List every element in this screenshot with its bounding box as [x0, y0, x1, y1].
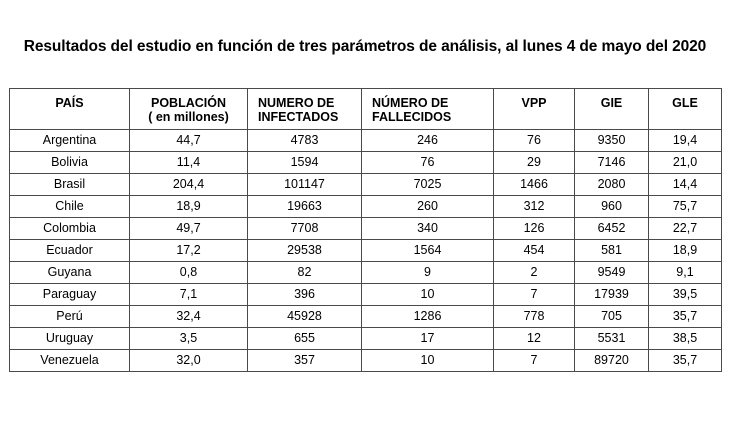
header-fallecidos-line1: NÚMERO DE	[372, 96, 449, 110]
cell-infectados: 396	[248, 284, 362, 306]
cell-gie: 7146	[575, 152, 649, 174]
cell-fallecidos: 1286	[362, 306, 494, 328]
cell-gle: 21,0	[649, 152, 722, 174]
cell-pais: Chile	[10, 196, 130, 218]
document-title: Resultados del estudio en función de tres parámetros de análisis, al lunes 4 de mayo del 2020	[23, 38, 707, 55]
table-row	[10, 350, 722, 372]
cell-fallecidos: 7025	[362, 174, 494, 196]
cell-pais: Brasil	[10, 174, 130, 196]
header-infectados-line1: NUMERO DE	[258, 96, 335, 110]
header-pais-label: PAÍS	[55, 96, 84, 110]
cell-gle: 19,4	[649, 130, 722, 152]
cell-infectados: 19663	[248, 196, 362, 218]
header-infectados-line2: INFECTADOS	[258, 110, 339, 124]
header-fallecidos-wrap	[372, 96, 451, 124]
cell-infectados: 655	[248, 328, 362, 350]
table-row	[10, 328, 722, 350]
cell-poblacion: 18,9	[130, 196, 248, 218]
cell-vpp: 312	[494, 196, 575, 218]
cell-pais: Uruguay	[10, 328, 130, 350]
header-gle-label: GLE	[672, 96, 698, 110]
cell-gie: 581	[575, 240, 649, 262]
header-poblacion	[130, 89, 248, 130]
cell-pais: Paraguay	[10, 284, 130, 306]
cell-gle: 9,1	[649, 262, 722, 284]
cell-vpp: 1466	[494, 174, 575, 196]
cell-fallecidos: 260	[362, 196, 494, 218]
header-poblacion-line1: POBLACIÓN	[150, 96, 226, 110]
cell-gie: 9549	[575, 262, 649, 284]
cell-poblacion: 7,1	[130, 284, 248, 306]
header-vpp	[494, 89, 575, 130]
header-fallecidos	[362, 89, 494, 130]
cell-vpp: 7	[494, 284, 575, 306]
cell-fallecidos: 76	[362, 152, 494, 174]
cell-gle: 35,7	[649, 306, 722, 328]
cell-vpp: 12	[494, 328, 575, 350]
cell-poblacion: 32,0	[130, 350, 248, 372]
cell-infectados: 7708	[248, 218, 362, 240]
cell-fallecidos: 9	[362, 262, 494, 284]
table-row	[10, 130, 722, 152]
cell-gle: 35,7	[649, 350, 722, 372]
header-gie	[575, 89, 649, 130]
cell-vpp: 29	[494, 152, 575, 174]
cell-infectados: 82	[248, 262, 362, 284]
cell-vpp: 126	[494, 218, 575, 240]
cell-pais: Perú	[10, 306, 130, 328]
cell-gie: 2080	[575, 174, 649, 196]
cell-fallecidos: 10	[362, 284, 494, 306]
cell-gie: 9350	[575, 130, 649, 152]
header-pais	[10, 89, 130, 130]
cell-vpp: 454	[494, 240, 575, 262]
cell-infectados: 29538	[248, 240, 362, 262]
cell-gle: 38,5	[649, 328, 722, 350]
cell-vpp: 778	[494, 306, 575, 328]
table-row	[10, 218, 722, 240]
cell-poblacion: 17,2	[130, 240, 248, 262]
table-body	[10, 130, 722, 372]
cell-vpp: 76	[494, 130, 575, 152]
cell-fallecidos: 340	[362, 218, 494, 240]
table-row	[10, 152, 722, 174]
header-poblacion-wrap	[148, 96, 229, 124]
cell-pais: Ecuador	[10, 240, 130, 262]
table-row	[10, 262, 722, 284]
header-infectados	[248, 89, 362, 130]
cell-fallecidos: 1564	[362, 240, 494, 262]
cell-gie: 5531	[575, 328, 649, 350]
cell-fallecidos: 10	[362, 350, 494, 372]
cell-poblacion: 44,7	[130, 130, 248, 152]
cell-pais: Venezuela	[10, 350, 130, 372]
cell-fallecidos: 17	[362, 328, 494, 350]
cell-poblacion: 3,5	[130, 328, 248, 350]
cell-poblacion: 0,8	[130, 262, 248, 284]
cell-gle: 18,9	[649, 240, 722, 262]
results-table	[9, 88, 722, 372]
cell-vpp: 7	[494, 350, 575, 372]
table-row	[10, 196, 722, 218]
cell-gle: 75,7	[649, 196, 722, 218]
cell-fallecidos: 246	[362, 130, 494, 152]
cell-poblacion: 32,4	[130, 306, 248, 328]
header-gie-label: GIE	[600, 96, 623, 110]
cell-infectados: 4783	[248, 130, 362, 152]
cell-gie: 960	[575, 196, 649, 218]
cell-gle: 39,5	[649, 284, 722, 306]
header-row	[10, 89, 722, 130]
cell-gie: 17939	[575, 284, 649, 306]
cell-pais: Guyana	[10, 262, 130, 284]
header-fallecidos-line2: FALLECIDOS	[372, 110, 452, 124]
cell-gie: 705	[575, 306, 649, 328]
cell-gie: 6452	[575, 218, 649, 240]
cell-gie: 89720	[575, 350, 649, 372]
header-infectados-wrap	[258, 96, 338, 124]
cell-pais: Bolivia	[10, 152, 130, 174]
cell-poblacion: 11,4	[130, 152, 248, 174]
cell-gle: 22,7	[649, 218, 722, 240]
table-header	[10, 89, 722, 130]
table-row	[10, 240, 722, 262]
cell-infectados: 1594	[248, 152, 362, 174]
cell-poblacion: 49,7	[130, 218, 248, 240]
header-poblacion-line2: ( en millones)	[148, 110, 229, 124]
cell-infectados: 45928	[248, 306, 362, 328]
cell-poblacion: 204,4	[130, 174, 248, 196]
header-vpp-label: VPP	[521, 96, 547, 110]
cell-infectados: 357	[248, 350, 362, 372]
cell-infectados: 101147	[248, 174, 362, 196]
cell-pais: Colombia	[10, 218, 130, 240]
cell-vpp: 2	[494, 262, 575, 284]
table-row	[10, 306, 722, 328]
cell-pais: Argentina	[10, 130, 130, 152]
cell-gle: 14,4	[649, 174, 722, 196]
header-gle	[649, 89, 722, 130]
table-row	[10, 284, 722, 306]
table-row	[10, 174, 722, 196]
